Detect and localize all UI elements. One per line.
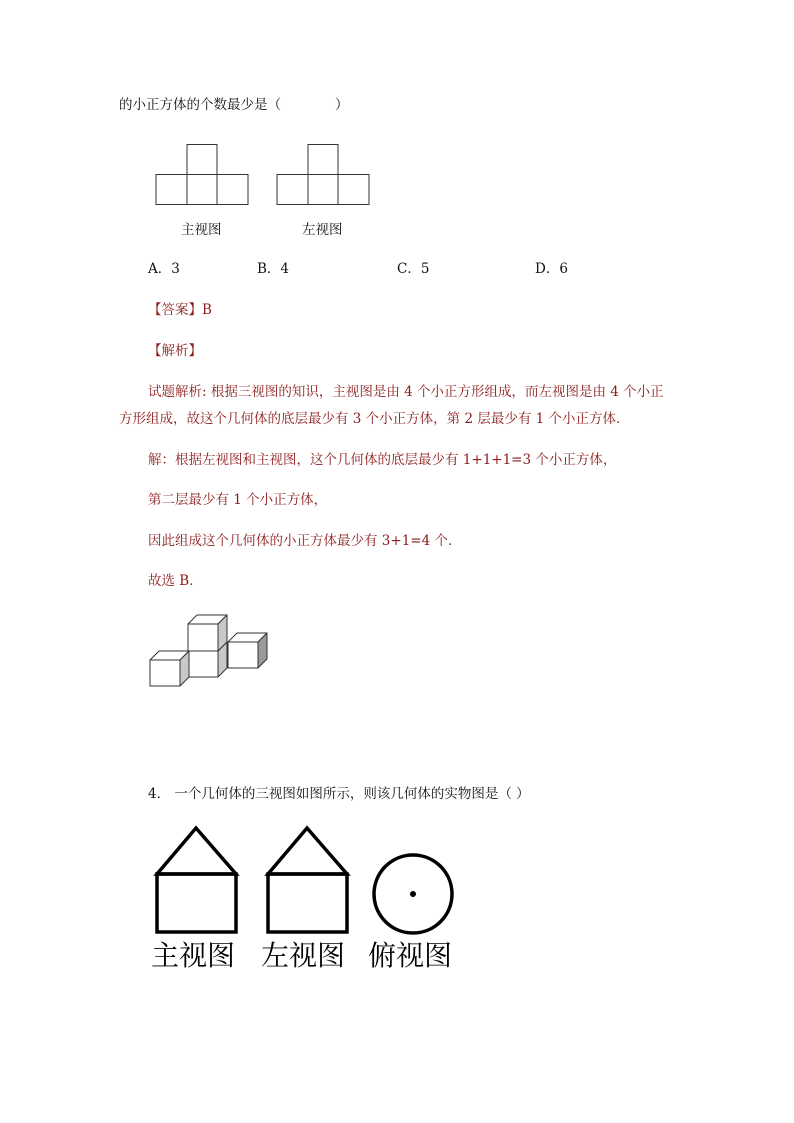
q4-left-view-label: 左视图 <box>261 939 346 972</box>
option-a: A．3 <box>148 261 180 277</box>
solution-line-2: 第二层最少有 1 个小正方体， <box>148 492 328 508</box>
analysis-tag: 【解析】 <box>148 343 202 359</box>
q3-front-view-label: 主视图 <box>181 222 222 238</box>
center-dot <box>410 891 416 897</box>
option-d: D．6 <box>535 261 568 277</box>
analysis-line-2: 方形组成，故这个几何体的底层最少有 3 个小正方体，第 2 层最少有 1 个小正方体． <box>119 411 630 427</box>
q3-cube-arrangement-figure <box>148 614 270 689</box>
q4-front-view-label: 主视图 <box>151 939 236 972</box>
question-stem-tail: 的小正方体的个数最少是（ ） <box>119 97 349 113</box>
answer-value: B <box>202 302 212 318</box>
analysis-line-1: 试题解析: 根据三视图的知识，主视图是由 4 个小正方形组成，而左视图是由 4 个小正 <box>148 384 664 400</box>
answer-line <box>148 302 212 318</box>
solution-line-3: 因此组成这个几何体的小正方体最少有 3+1=4 个． <box>148 533 462 549</box>
q3-front-view-figure <box>155 144 250 206</box>
option-b: B．4 <box>257 261 290 277</box>
solution-line-4: 故选 B． <box>148 573 203 589</box>
q4-top-view-label: 俯视图 <box>368 939 453 972</box>
q3-left-view-label: 左视图 <box>302 222 343 238</box>
solution-line-1: 解：根据左视图和主视图，这个几何体的底层最少有 1+1+1=3 个小正方体， <box>148 452 617 468</box>
q4-front-view-figure <box>150 824 242 936</box>
answer-tag: 【答案】 <box>148 302 202 318</box>
question4-stem: 4． 一个几何体的三视图如图所示，则该几何体的实物图是（ ） <box>148 786 530 802</box>
q4-left-view-figure <box>261 824 353 936</box>
q3-left-view-figure <box>276 144 371 206</box>
q4-top-view-figure <box>370 852 458 938</box>
option-c: C．5 <box>397 261 430 277</box>
